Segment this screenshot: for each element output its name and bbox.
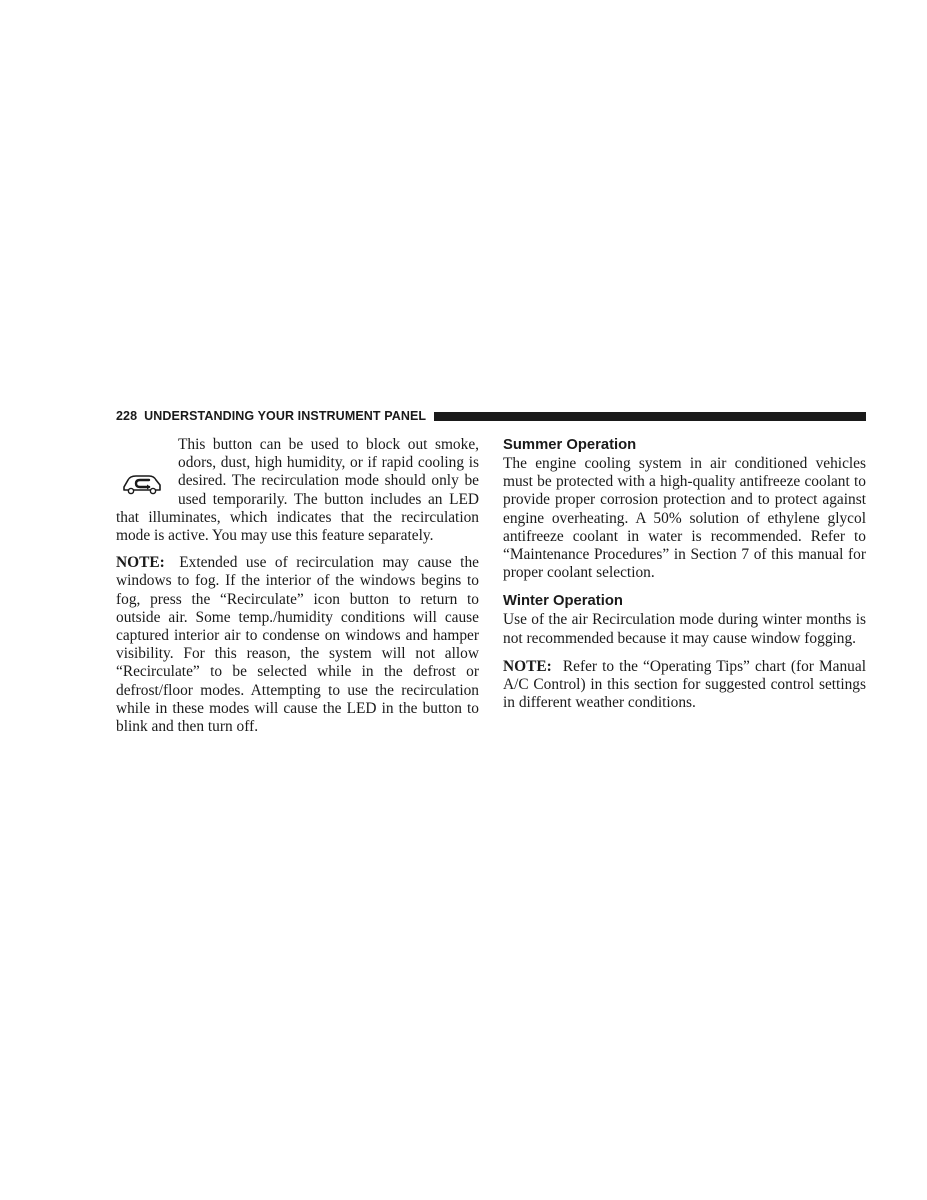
- left-column: [116, 436, 479, 745]
- winter-operation-heading: Winter Operation: [503, 593, 623, 610]
- page-header: [116, 407, 866, 425]
- note-label: NOTE:: [503, 657, 552, 675]
- recirculation-intro: [116, 436, 479, 545]
- header-rule: [434, 412, 866, 421]
- summer-operation-text: The engine cooling system in air conditioned vehicles must be protected with a high-quality antifreeze coolant to provide proper corrosion protection and to protect against engine overheating. A 50% solution of ethylene glycol antifreeze coolant in water is recommended. Refer to “Maintenance Procedures” in Section 7 of this manual for proper coolant selection.: [503, 455, 866, 582]
- recirculate-icon: [116, 452, 166, 508]
- recirculation-note: [116, 554, 479, 736]
- winter-operation-text: Use of the air Recirculation mode during winter months is not recommended because it may cause window fogging.: [503, 611, 866, 647]
- page-number: 228: [116, 409, 138, 423]
- note-text: Refer to the “Operating Tips” chart (for Manual A/C Control) in this section for suggested control settings in different weather conditions.: [503, 657, 866, 712]
- section-title: UNDERSTANDING YOUR INSTRUMENT PANEL: [144, 409, 427, 423]
- intro-text: This button can be used to block out smoke, odors, dust, high humidity, or if rapid cooling is desired. The recirculation mode should only be used temporarily. The button includes an LED that illuminates, which indicates that the recirculation mode is active. You may use this feature separately.: [116, 436, 479, 545]
- right-column: [503, 436, 866, 721]
- note-text: Extended use of recirculation may cause the windows to fog. If the interior of the windows begins to fog, press the “Recirculate” icon button to return to outside air. Some temp./humidity conditions will cause captured interior air to condense on windows and hamper visibility. For this reason, the system will not allow “Recirculate” to be selected while in the defrost or defrost/floor modes. Attempting to use the recirculation while in these modes will cause the LED in the button to blink and then turn off.: [116, 554, 479, 736]
- note-label: NOTE:: [116, 554, 165, 572]
- operating-tips-note: [503, 658, 866, 713]
- summer-operation-heading: Summer Operation: [503, 437, 637, 453]
